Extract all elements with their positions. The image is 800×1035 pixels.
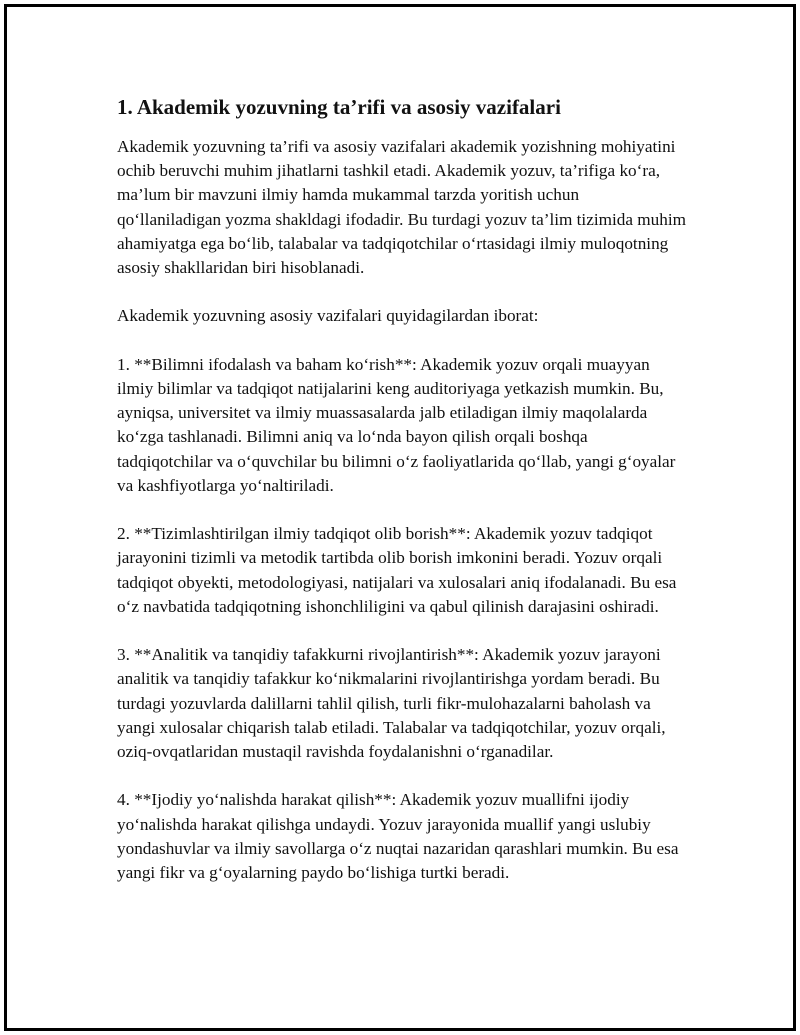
list-intro-paragraph: Akademik yozuvning asosiy vazifalari quyidagilardan iborat: <box>117 306 539 326</box>
list-item-3: 3. **Analitik va tanqidiy tafakkurni rivojlantirish**: Akademik yozuv jarayoni analitik va tanqidiy tafakkur ko‘nikmalarini rivojlantirishga yordam beradi. Bu turdagi yozuvlarda dalillarni tahlil qilish, turli fikr-mulohazalarni baholash va yangi xulosalar chiqarish talab etiladi. Talabalar va tadqiqotchilar, yozuv orqali, oziq-ovqatlaridan mustaqil ravishda foydalanishni o‘rganadilar. <box>117 645 666 762</box>
list-item-1: 1. **Bilimni ifodalash va baham ko‘rish**: Akademik yozuv orqali muayyan ilmiy bilimlar va tadqiqot natijalarini keng auditoriyaga yetkazish mumkin. Bu, ayniqsa, universitet va ilmiy muassasalarda jalb etiladigan ilmiy maqolalarda ko‘zga tashlanadi. Bilimni aniq va lo‘nda bayon qilish orqali boshqa tadqiqotchilar va o‘quvchilar bu bilimni o‘z faoliyatlarida qo‘llab, yangi g‘oyalar va kashfiyotlarga yo‘naltiriladi. <box>117 354 676 495</box>
document-body <box>117 93 687 909</box>
section-heading: 1. Akademik yozuvning ta’rifi va asosiy vazifalari <box>117 95 561 119</box>
list-item-2: 2. **Tizimlashtirilgan ilmiy tadqiqot olib borish**: Akademik yozuv tadqiqot jarayonini tizimli va metodik tartibda olib borish imkonini beradi. Yozuv orqali tadqiqot obyekti, metodologiyasi, natijalari va xulosalari aniq ifodalanadi. Bu esa o‘z navbatida tadqiqotning ishonchliligini va qabul qilinish darajasini oshiradi. <box>117 524 677 616</box>
list-item-4: 4. **Ijodiy yo‘nalishda harakat qilish**: Akademik yozuv muallifni ijodiy yo‘nalishda harakat qilishga undaydi. Yozuv jarayonida muallif yangi uslubiy yondashuvlar va ilmiy savollarga o‘z nuqtai nazaridan qarashlari mumkin. Bu esa yangi fikr va g‘oyalarning paydo bo‘lishiga turtki beradi. <box>117 790 679 883</box>
intro-paragraph: Akademik yozuvning ta’rifi va asosiy vazifalari akademik yozishning mohiyatini ochib beruvchi muhim jihatlarni tashkil etadi. Akademik yozuv, ta’rifiga ko‘ra, ma’lum bir mavzuni ilmiy hamda mukammal tarzda yoritish uchun qo‘llaniladigan yozma shakldagi ifodadir. Bu turdagi yozuv ta’lim tizimida muhim ahamiyatga ega bo‘lib, talabalar va tadqiqotchilar o‘rtasidagi ilmiy muloqotning asosiy shakllaridan biri hisoblanadi. <box>117 137 686 278</box>
